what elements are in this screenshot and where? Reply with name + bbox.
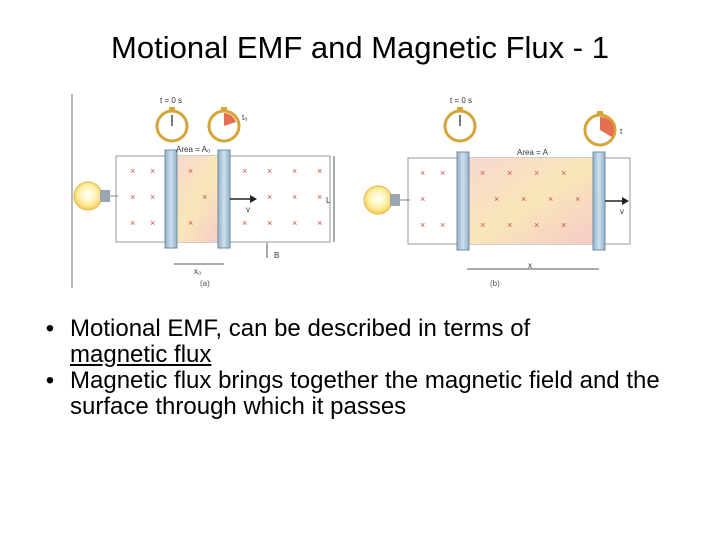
clock-elapsed-label: t xyxy=(620,127,623,136)
field-marker: × xyxy=(317,218,323,228)
field-marker: × xyxy=(292,192,298,202)
field-marker: × xyxy=(150,218,156,228)
field-marker: × xyxy=(575,194,581,204)
enclosed-area xyxy=(174,156,224,242)
field-marker: × xyxy=(440,220,446,230)
bullet-dot-icon: • xyxy=(45,315,55,342)
field-marker: × xyxy=(420,194,426,204)
field-marker: × xyxy=(130,166,136,176)
bullet-text: Magnetic flux brings together the magnetic field and the surface through which it passes xyxy=(70,367,660,420)
field-marker: × xyxy=(130,218,136,228)
field-marker: × xyxy=(561,220,567,230)
clock-start-label: t = 0 s xyxy=(160,96,183,105)
distance-label: x₀ xyxy=(194,267,202,276)
field-marker: × xyxy=(267,166,273,176)
velocity-label: v xyxy=(246,205,250,214)
field-marker: × xyxy=(420,220,426,230)
field-marker: × xyxy=(202,192,208,202)
caption-a: (a) xyxy=(200,279,210,288)
field-marker: × xyxy=(494,194,500,204)
caption-b: (b) xyxy=(490,279,500,288)
field-marker: × xyxy=(507,220,513,230)
light-bulb-icon xyxy=(364,186,392,214)
moving-rod xyxy=(218,150,230,248)
panel-b xyxy=(364,96,630,288)
panel-a xyxy=(72,94,334,288)
bullet-list xyxy=(30,316,690,420)
field-marker: × xyxy=(507,168,513,178)
stopwatch-icon xyxy=(209,107,239,141)
field-marker: × xyxy=(130,192,136,202)
clock-start-label: t = 0 s xyxy=(450,96,473,105)
stopwatch-icon xyxy=(585,111,615,145)
fixed-rod xyxy=(457,152,469,250)
field-marker: × xyxy=(292,166,298,176)
field-marker: × xyxy=(292,218,298,228)
field-marker: × xyxy=(267,218,273,228)
field-marker: × xyxy=(242,218,248,228)
bullet-item xyxy=(30,316,690,368)
distance-label: x xyxy=(528,261,532,270)
field-marker: × xyxy=(521,194,527,204)
field-marker: × xyxy=(480,220,486,230)
field-marker: × xyxy=(317,166,323,176)
field-marker: × xyxy=(480,168,486,178)
field-marker: × xyxy=(150,192,156,202)
clock-elapsed-label: t₀ xyxy=(242,113,248,122)
bullet-text: Motional EMF, can be described in terms of xyxy=(70,315,531,342)
stopwatch-icon xyxy=(157,107,187,141)
field-marker: × xyxy=(188,166,194,176)
light-bulb-icon xyxy=(74,182,102,210)
moving-rod xyxy=(593,152,605,250)
field-marker: × xyxy=(548,194,554,204)
bullet-dot-icon: • xyxy=(45,367,55,394)
field-marker: × xyxy=(150,166,156,176)
field-marker: × xyxy=(317,192,323,202)
field-marker: × xyxy=(561,168,567,178)
velocity-label: v xyxy=(620,207,624,216)
area-label: Area = A xyxy=(517,148,548,157)
slide-title: Motional EMF and Magnetic Flux - 1 xyxy=(111,30,609,65)
field-marker: × xyxy=(420,168,426,178)
length-label: L xyxy=(326,196,331,205)
field-label: B xyxy=(274,251,280,260)
field-marker: × xyxy=(188,218,194,228)
motional-emf-figure xyxy=(62,88,662,298)
area-label: Area = A₀ xyxy=(176,145,211,154)
field-marker: × xyxy=(534,220,540,230)
stopwatch-icon xyxy=(445,107,475,141)
field-marker: × xyxy=(440,168,446,178)
field-marker: × xyxy=(534,168,540,178)
fixed-rod xyxy=(165,150,177,248)
field-marker: × xyxy=(267,192,273,202)
bullet-emphasis: magnetic flux xyxy=(70,341,212,368)
field-marker: × xyxy=(242,166,248,176)
bullet-item xyxy=(30,368,690,420)
